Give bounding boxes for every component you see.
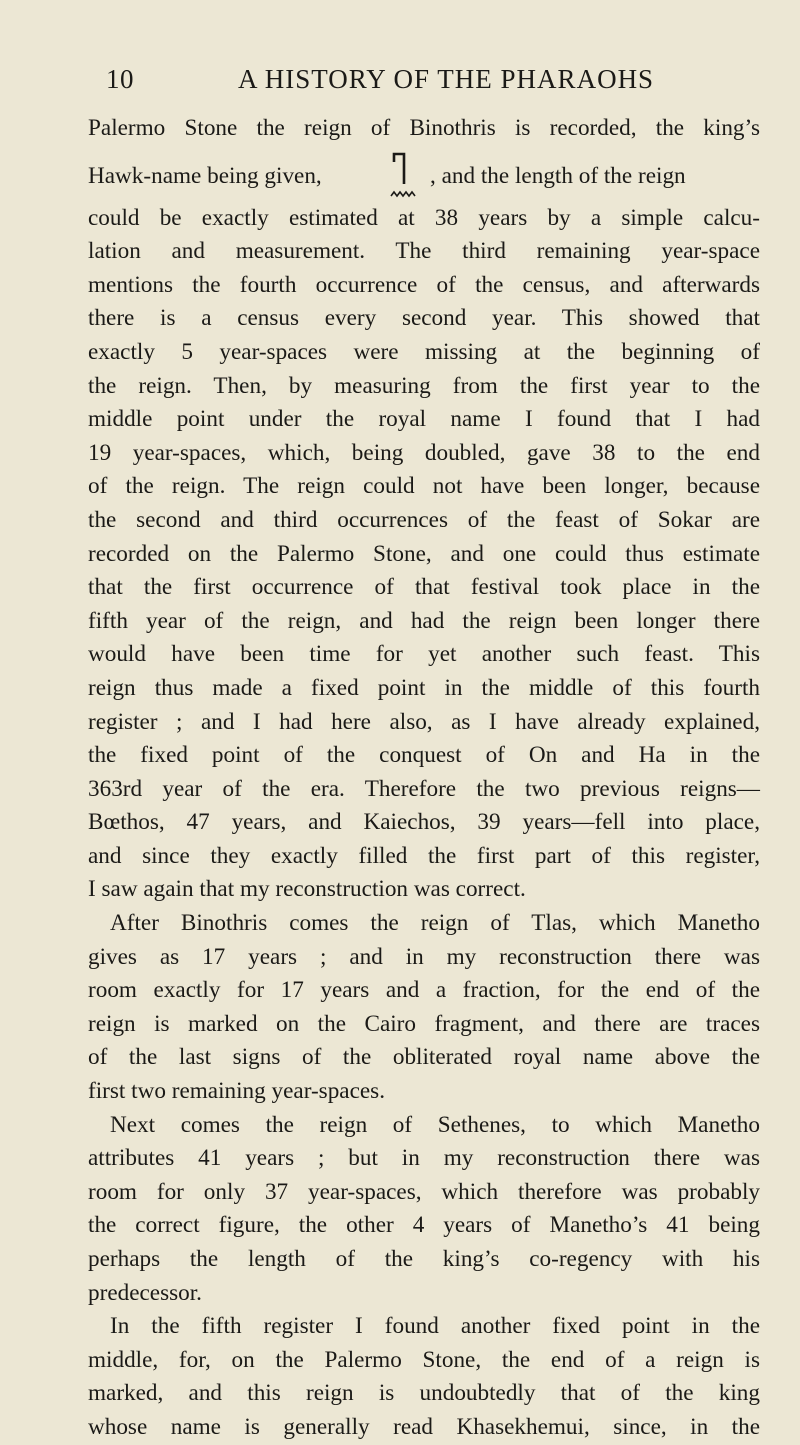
text-line: room exactly for 17 years and a fraction, for the end of the <box>88 977 760 1004</box>
text-line: reign is marked on the Cairo fragment, and there are traces <box>88 1010 760 1037</box>
paragraph-3 <box>88 1109 760 1311</box>
text-line: Bœthos, 47 years, and Kaiechos, 39 years—fell into place, <box>88 809 760 836</box>
text-line: In the fifth register I found another fixed point in the <box>110 1313 760 1340</box>
text-line: gives as 17 years ; and in my reconstruction there was <box>88 943 760 970</box>
text-line: 363rd year of the era. Therefore the two previous reigns— <box>88 775 760 802</box>
text-line: lation and measurement. The third remaining year-space <box>88 238 760 265</box>
text-line: I saw again that my reconstruction was correct. <box>88 876 526 903</box>
paragraph-2 <box>88 907 760 1109</box>
text-line: first two remaining year-spaces. <box>88 1078 385 1105</box>
text-line: middle point under the royal name I found that I had <box>88 406 760 433</box>
body-text <box>88 112 760 1445</box>
text-line: marked, and this reign is undoubtedly that of the king <box>88 1380 760 1407</box>
paragraph-4 <box>88 1310 760 1444</box>
paragraph-1 <box>88 112 760 907</box>
hawk-name-line <box>88 146 760 202</box>
text-line: there is a census every second year. This showed that <box>88 305 760 332</box>
text-line: Next comes the reign of Sethenes, to which Manetho <box>110 1111 760 1138</box>
text-line: Palermo Stone the reign of Binothris is recorded, the king’s <box>88 115 760 141</box>
text-line: recorded on the Palermo Stone, and one could thus estimate <box>88 540 760 567</box>
text-line: whose name is generally read Khasekhemui, since, in the <box>88 1413 760 1440</box>
text-line: the fixed point of the conquest of On and Ha in the <box>88 742 760 769</box>
text-line: the reign. Then, by measuring from the first year to the <box>88 372 760 399</box>
running-head <box>88 50 760 94</box>
text-line: middle, for, on the Palermo Stone, the end of a reign is <box>88 1346 760 1373</box>
text-line: perhaps the length of the king’s co-regency with his <box>88 1246 760 1272</box>
running-title: A HISTORY OF THE PHARAOHS <box>238 64 655 94</box>
text-line: After Binothris comes the reign of Tlas, which Manetho <box>110 910 760 937</box>
text-line: the correct figure, the other 4 years of Manetho’s 41 being <box>88 1212 760 1239</box>
text-line: the second and third occurrences of the feast of Sokar are <box>88 506 760 533</box>
text-line: could be exactly estimated at 38 years by a simple calcu- <box>88 204 760 231</box>
text-line: register ; and I had here also, as I have already explained, <box>88 708 760 735</box>
text-line-fragment: , and the length of the reign <box>430 162 686 189</box>
text-line: exactly 5 year-spaces were missing at the beginning of <box>88 338 760 365</box>
text-line: attributes 41 years ; but in my reconstruction there was <box>88 1145 760 1172</box>
text-line: reign thus made a fixed point in the middle of this fourth <box>88 674 760 701</box>
text-line: 19 year-spaces, which, being doubled, gave 38 to the end <box>88 439 760 466</box>
text-line: and since they exactly filled the first part of this register, <box>88 842 760 869</box>
book-page <box>88 50 760 1445</box>
text-line: of the reign. The reign could not have been longer, because <box>88 473 760 500</box>
text-line: room for only 37 year-spaces, which therefore was probably <box>88 1178 760 1205</box>
text-line: would have been time for yet another such feast. This <box>88 641 760 668</box>
text-line: predecessor. <box>88 1279 202 1306</box>
text-line: mentions the fourth occurrence of the census, and afterwards <box>88 271 760 298</box>
page-number: 10 <box>106 64 134 94</box>
text-line: that the first occurrence of that festival took place in the <box>88 574 760 601</box>
text-line: fifth year of the reign, and had the reign been longer there <box>88 607 760 634</box>
text-line: of the last signs of the obliterated royal name above the <box>88 1044 760 1071</box>
text-line-fragment: Hawk-name being given, <box>88 162 322 189</box>
serekh-glyph-icon <box>390 150 416 202</box>
